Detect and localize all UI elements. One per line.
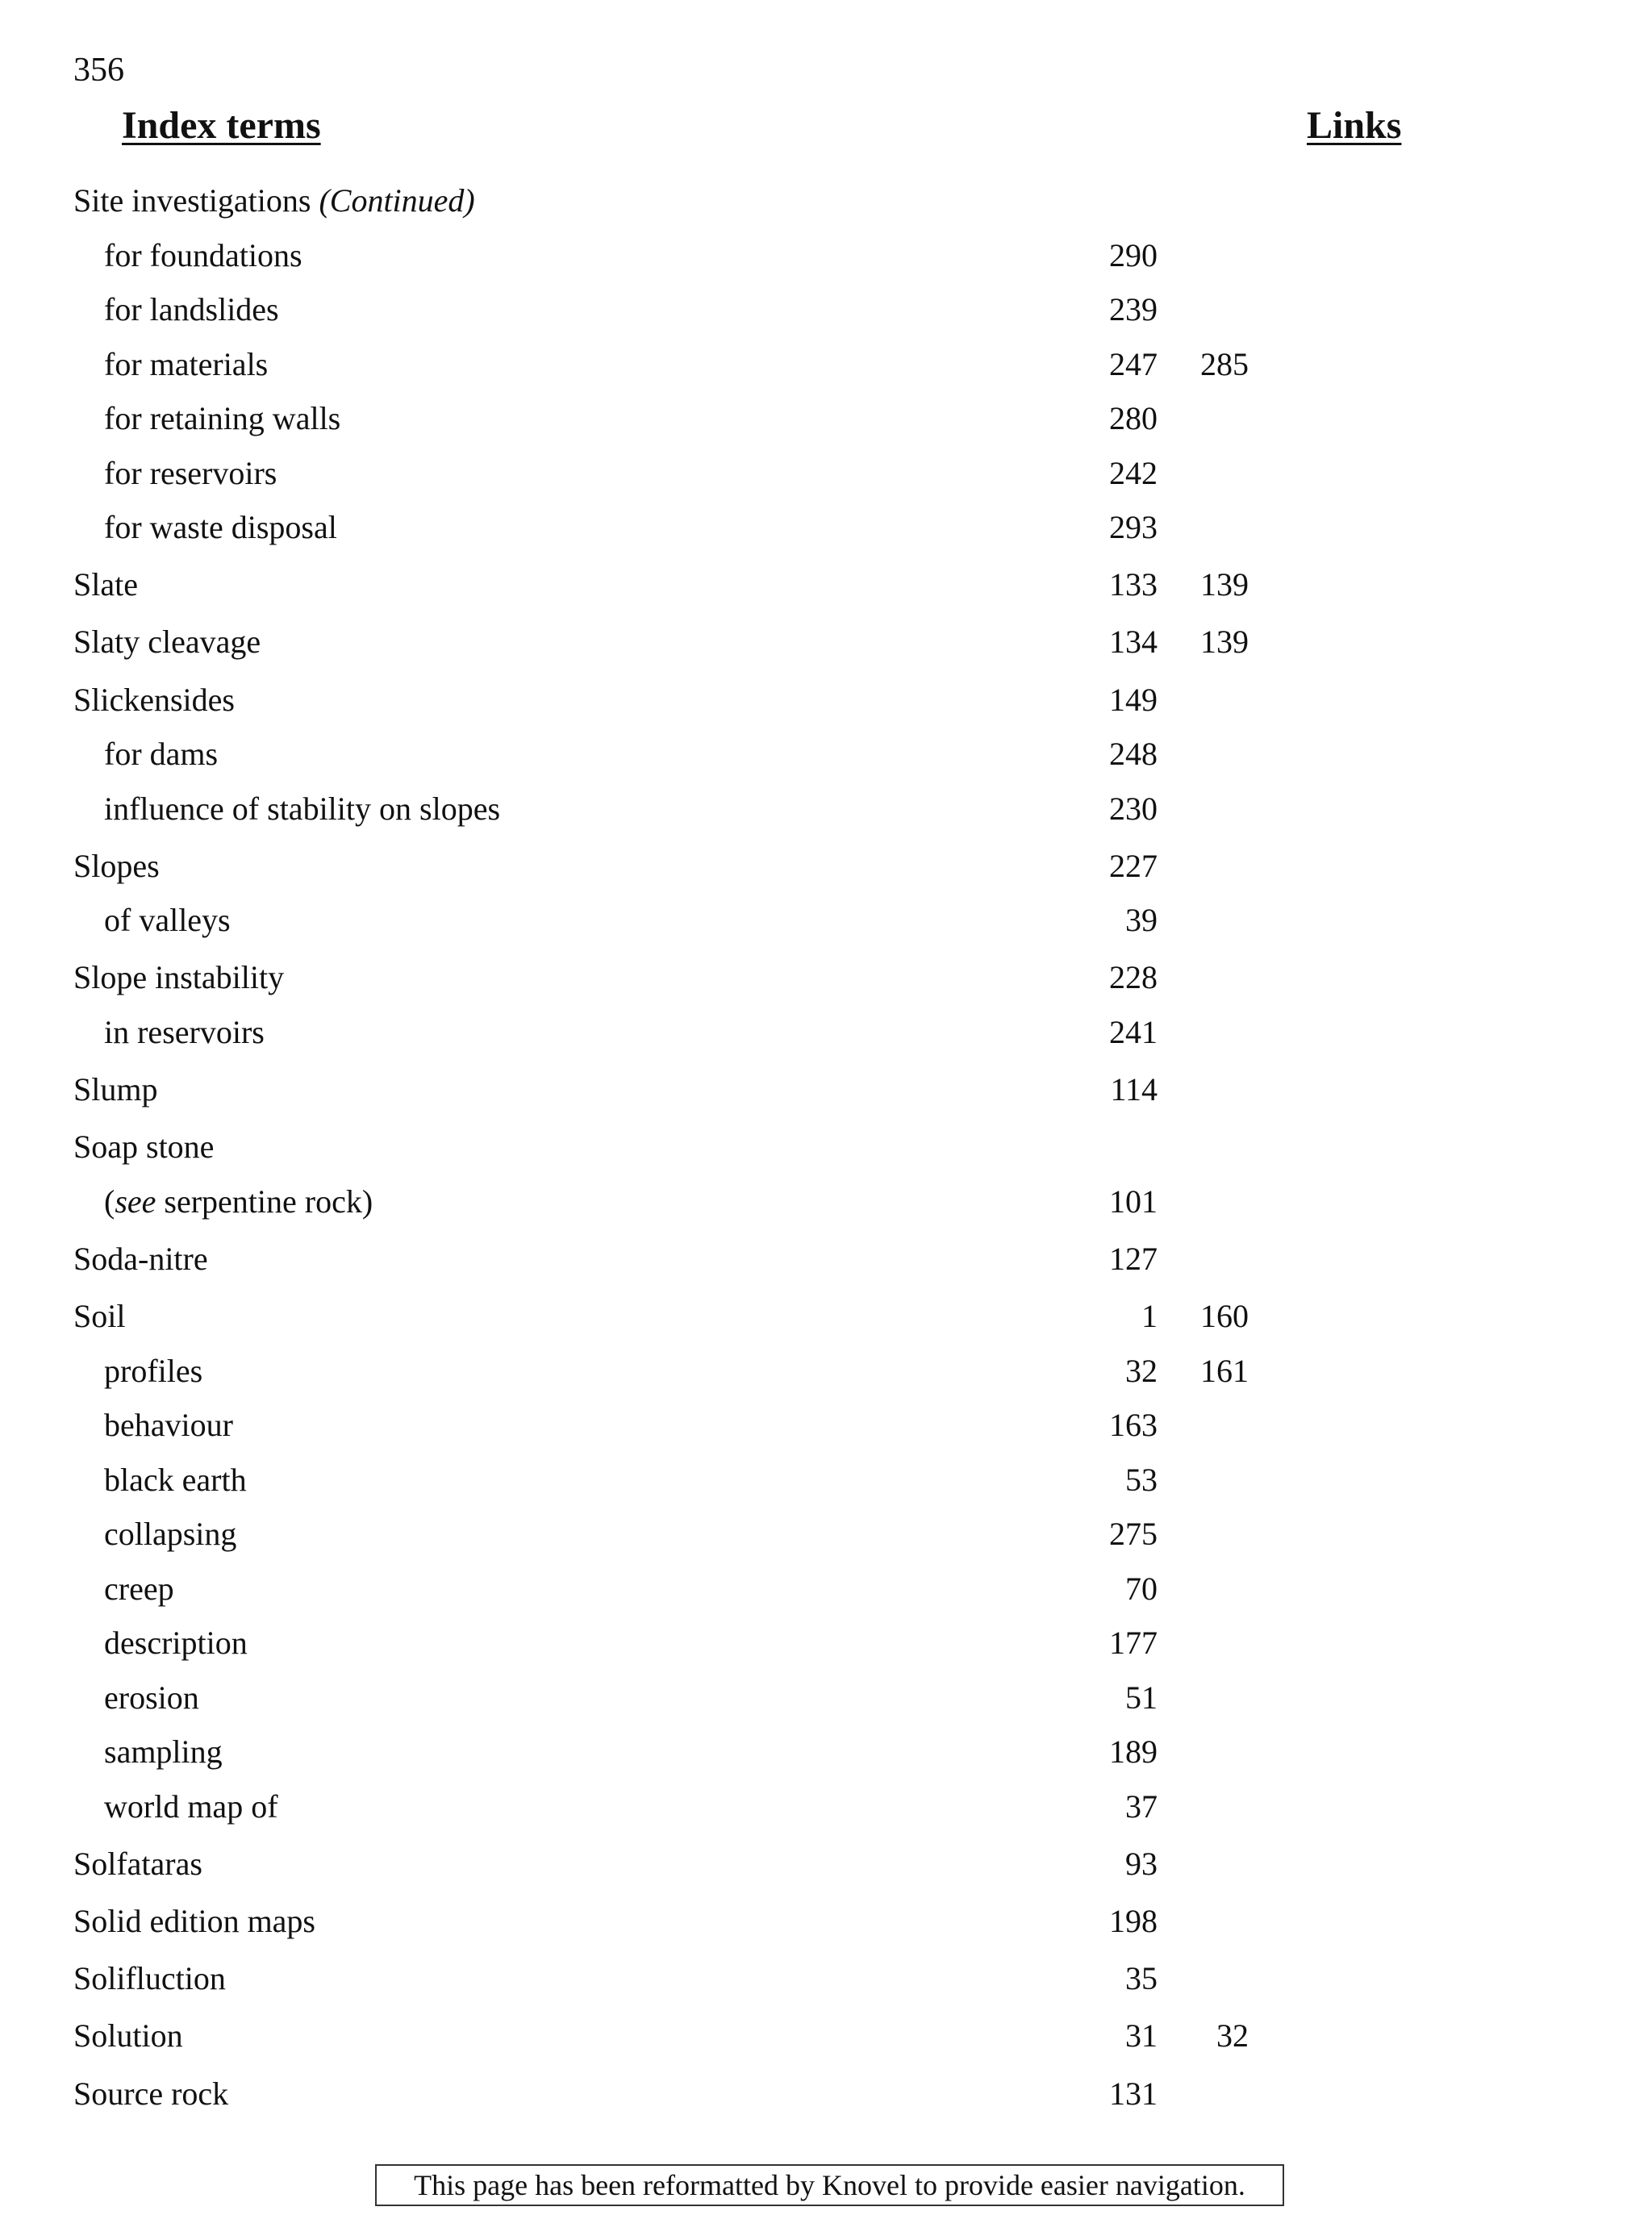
index-term: for dams: [104, 736, 219, 773]
index-term: for reservoirs: [104, 454, 277, 491]
index-term: Site investigations (Continued): [73, 182, 475, 219]
index-term: Slope instability: [73, 959, 285, 996]
index-subentry: [0, 786, 1652, 841]
index-subentry: [0, 1512, 1652, 1566]
page-number: 356: [73, 52, 124, 89]
page-link[interactable]: 51: [1125, 1679, 1158, 1716]
index-term: Solid edition maps: [73, 1903, 315, 1940]
page-link[interactable]: 149: [1109, 681, 1158, 718]
index-entry: [0, 1237, 1652, 1291]
page-link[interactable]: 189: [1109, 1733, 1158, 1771]
index-term: behaviour: [104, 1407, 233, 1444]
page-link[interactable]: 32: [1125, 1352, 1158, 1389]
index-term: Slopes: [73, 847, 160, 884]
page-link[interactable]: 275: [1109, 1516, 1158, 1553]
index-entry: [0, 1899, 1652, 1954]
index-subentry: [0, 505, 1652, 560]
index-subentry: [0, 732, 1652, 786]
index-subentry: [0, 1784, 1652, 1839]
page-link[interactable]: 114: [1110, 1071, 1158, 1108]
index-subentry: [0, 1179, 1652, 1234]
page-link[interactable]: 131: [1109, 2075, 1158, 2112]
page-link[interactable]: 239: [1109, 291, 1158, 327]
index-entry: [0, 1124, 1652, 1179]
index-term: sampling: [104, 1733, 223, 1771]
page-link[interactable]: 241: [1109, 1013, 1158, 1050]
page-link[interactable]: 160: [1200, 1298, 1249, 1335]
index-subentry: [0, 287, 1652, 342]
page-link[interactable]: 290: [1109, 236, 1158, 273]
index-term: for foundations: [104, 236, 302, 273]
page-link[interactable]: 37: [1125, 1788, 1158, 1825]
page-link[interactable]: 31: [1125, 2017, 1158, 2055]
index-entry: [0, 1294, 1652, 1349]
index-subentry: [0, 1349, 1652, 1404]
index-term: erosion: [104, 1679, 199, 1716]
index-entry: [0, 1956, 1652, 2011]
index-term: Soda-nitre: [73, 1241, 208, 1277]
index-term: profiles: [104, 1352, 203, 1389]
index-subentry: [0, 1675, 1652, 1730]
index-subentry: [0, 396, 1652, 451]
index-term: Slaty cleavage: [73, 624, 261, 661]
index-entry: [0, 844, 1652, 899]
index-term: (see serpentine rock): [104, 1183, 373, 1220]
page-link[interactable]: 227: [1109, 847, 1158, 884]
page-link[interactable]: 280: [1109, 400, 1158, 436]
index-term: Slate: [73, 566, 138, 603]
page-link[interactable]: 32: [1216, 2017, 1249, 2055]
index-entry: [0, 1842, 1652, 1896]
links-header: Links: [1307, 104, 1402, 147]
page-link[interactable]: 35: [1125, 1960, 1158, 1997]
page-link[interactable]: 230: [1109, 790, 1158, 827]
page-link[interactable]: 53: [1125, 1461, 1158, 1498]
index-subentry: [0, 451, 1652, 506]
index-subentry: [0, 233, 1652, 288]
page-link[interactable]: 177: [1109, 1625, 1158, 1662]
index-term: for landslides: [104, 291, 279, 327]
index-entry: [0, 178, 1652, 233]
page-link[interactable]: 133: [1109, 566, 1158, 603]
page-link[interactable]: 248: [1109, 736, 1158, 773]
index-entry: [0, 2013, 1652, 2068]
index-subentry: [0, 1729, 1652, 1784]
index-term: influence of stability on slopes: [104, 790, 501, 827]
index-term: Solifluction: [73, 1960, 226, 1997]
page-link[interactable]: 293: [1109, 509, 1158, 545]
index-terms-header: Index terms: [122, 104, 321, 147]
page-link[interactable]: 242: [1109, 454, 1158, 491]
page-link[interactable]: 127: [1109, 1241, 1158, 1277]
page-link[interactable]: 101: [1109, 1183, 1158, 1220]
page-link[interactable]: 285: [1200, 345, 1249, 382]
index-term: collapsing: [104, 1516, 237, 1553]
index-term: Source rock: [73, 2075, 229, 2112]
index-term: for retaining walls: [104, 400, 341, 436]
index-term: Solfataras: [73, 1845, 202, 1882]
page-link[interactable]: 247: [1109, 345, 1158, 382]
index-entry: [0, 955, 1652, 1010]
index-entry: [0, 619, 1652, 674]
index-term: in reservoirs: [104, 1013, 265, 1050]
index-term: Soil: [73, 1298, 126, 1335]
knovel-footer-note: This page has been reformatted by Knovel to provide easier navigation.: [375, 2164, 1284, 2206]
index-entry: [0, 1067, 1652, 1122]
index-subentry: [0, 1621, 1652, 1675]
index-subentry: [0, 898, 1652, 953]
index-term: world map of: [104, 1788, 278, 1825]
index-term: for waste disposal: [104, 509, 337, 545]
index-term: Slickensides: [73, 681, 235, 718]
page-link[interactable]: 93: [1125, 1845, 1158, 1882]
index-subentry: [0, 342, 1652, 397]
index-entry: [0, 678, 1652, 732]
index-term: Solution: [73, 2017, 183, 2055]
page-link[interactable]: 198: [1109, 1903, 1158, 1940]
index-term: Soap stone: [73, 1128, 215, 1166]
page-link[interactable]: 1: [1141, 1298, 1158, 1335]
index-subentry: [0, 1458, 1652, 1512]
index-subentry: [0, 1010, 1652, 1065]
index-subentry: [0, 1566, 1652, 1621]
index-subentry: [0, 1403, 1652, 1458]
page-link[interactable]: 139: [1200, 624, 1249, 661]
page-link[interactable]: 228: [1109, 959, 1158, 996]
index-term: creep: [104, 1570, 174, 1607]
page-link[interactable]: 161: [1200, 1352, 1249, 1389]
page-link[interactable]: 134: [1109, 624, 1158, 661]
index-term: Slump: [73, 1071, 158, 1108]
page-link[interactable]: 39: [1125, 902, 1158, 939]
page-link[interactable]: 163: [1109, 1407, 1158, 1444]
index-entry: [0, 2071, 1652, 2126]
page-link[interactable]: 70: [1125, 1570, 1158, 1607]
index-entries: [0, 178, 1652, 2125]
index-term: description: [104, 1625, 248, 1662]
index-entry: [0, 562, 1652, 617]
index-term: of valleys: [104, 902, 231, 939]
index-term: for materials: [104, 345, 269, 382]
index-term: black earth: [104, 1461, 247, 1498]
page-link[interactable]: 139: [1200, 566, 1249, 603]
